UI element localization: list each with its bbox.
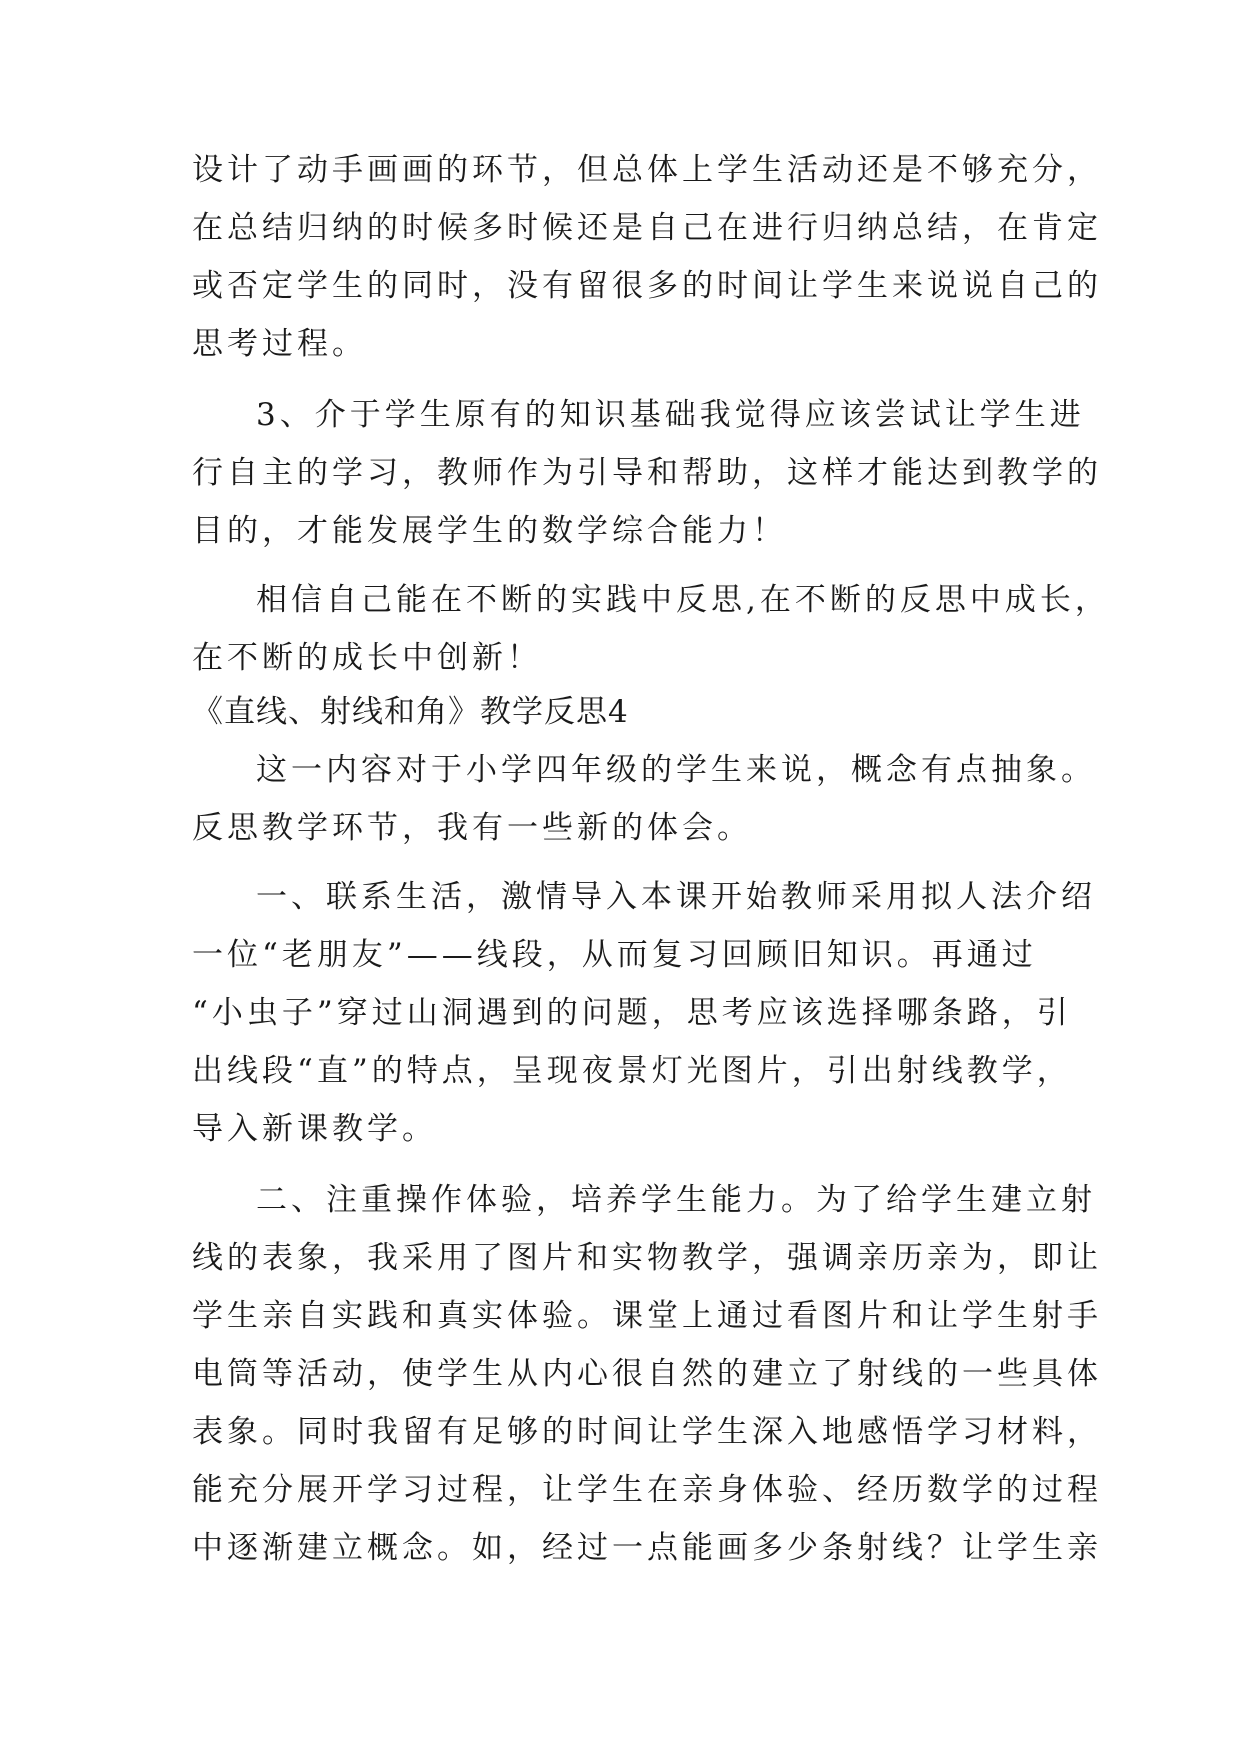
paragraph-2-line-2: 行自主的学习，教师作为引导和帮助，这样才能达到教学的 bbox=[192, 455, 1102, 491]
paragraph-1-line-4: 思考过程。 bbox=[192, 326, 367, 362]
paragraph-4-line-2: 反思教学环节，我有一些新的体会。 bbox=[192, 810, 752, 846]
section-heading: 《直线、射线和角》教学反思4 bbox=[192, 694, 629, 730]
paragraph-2-line-3: 目的，才能发展学生的数学综合能力！ bbox=[192, 513, 787, 549]
paragraph-1-line-3: 或否定学生的同时，没有留很多的时间让学生来说说自己的 bbox=[192, 268, 1102, 304]
paragraph-3-line-2: 在不断的成长中创新！ bbox=[192, 640, 542, 676]
paragraph-6-line-5: 表象。同时我留有足够的时间让学生深入地感悟学习材料， bbox=[192, 1414, 1102, 1450]
paragraph-5-line-5: 导入新课教学。 bbox=[192, 1111, 437, 1147]
paragraph-5-line-3: “小虫子”穿过山洞遇到的问题，思考应该选择哪条路，引 bbox=[192, 995, 1072, 1031]
paragraph-2-line-1: 3、介于学生原有的知识基础我觉得应该尝试让学生进 bbox=[256, 397, 1085, 433]
paragraph-5-line-2: 一位“老朋友”——线段，从而复习回顾旧知识。再通过 bbox=[192, 937, 1037, 973]
paragraph-6-line-3: 学生亲自实践和真实体验。课堂上通过看图片和让学生射手 bbox=[192, 1298, 1102, 1334]
paragraph-6-line-2: 线的表象，我采用了图片和实物教学，强调亲历亲为，即让 bbox=[192, 1240, 1102, 1276]
paragraph-3-line-1: 相信自己能在不断的实践中反思,在不断的反思中成长， bbox=[256, 582, 1110, 618]
paragraph-5-line-4: 出线段“直”的特点，呈现夜景灯光图片，引出射线教学， bbox=[192, 1053, 1072, 1089]
paragraph-1-line-2: 在总结归纳的时候多时候还是自己在进行归纳总结，在肯定 bbox=[192, 210, 1102, 246]
paragraph-5-line-1: 一、联系生活，激情导入本课开始教师采用拟人法介绍 bbox=[256, 879, 1096, 915]
paragraph-6-line-4: 电筒等活动，使学生从内心很自然的建立了射线的一些具体 bbox=[192, 1356, 1102, 1392]
paragraph-4-line-1: 这一内容对于小学四年级的学生来说，概念有点抽象。 bbox=[256, 752, 1096, 788]
paragraph-6-line-6: 能充分展开学习过程，让学生在亲身体验、经历数学的过程 bbox=[192, 1472, 1102, 1508]
paragraph-6-line-1: 二、注重操作体验，培养学生能力。为了给学生建立射 bbox=[256, 1182, 1096, 1218]
paragraph-6-line-7: 中逐渐建立概念。如，经过一点能画多少条射线？让学生亲 bbox=[192, 1530, 1102, 1566]
paragraph-1-line-1: 设计了动手画画的环节，但总体上学生活动还是不够充分， bbox=[192, 152, 1102, 188]
